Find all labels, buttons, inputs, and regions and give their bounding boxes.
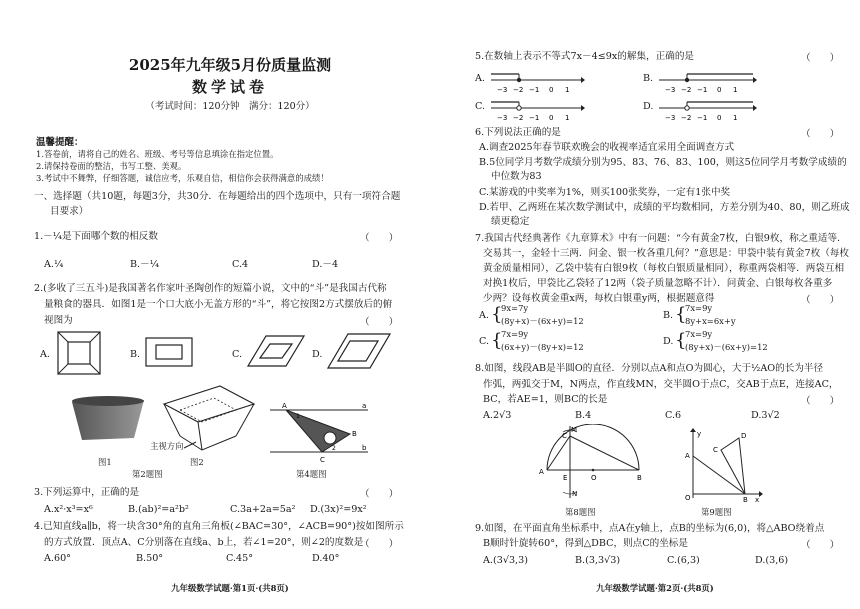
figure-1-label: 图1 [98,457,112,467]
q6-option-b: B.5位同学月考数学成绩分别为95、83、76、83、100，则这5位同学月考数学成绩的 [479,157,847,168]
svg-text:1: 1 [296,413,300,420]
exam-info: （考试时间：120分钟 满分：120分） [145,101,315,112]
svg-text:O: O [591,474,597,482]
q7-option-c: C. [479,336,490,347]
svg-text:−3: −3 [665,114,676,122]
question-7-line: 7.我国古代经典著作《九章算术》中有一问题：“今有黄金7枚，白银9枚，称之重适等． [475,233,847,244]
svg-text:−2: −2 [681,86,692,94]
svg-text:−3: −3 [665,86,676,94]
answer-paren: （ ） [360,539,399,550]
tip-line: 2.请保持卷面的整洁，书写工整、美观。 [36,161,187,171]
answer-paren: （ ） [360,233,399,244]
brace-icon: { [675,330,687,351]
q8-option-c: C.6 [665,410,682,421]
q9-option-c: C.(6,3) [667,555,700,566]
q7-option-d: D. [663,336,674,347]
svg-text:E: E [563,474,568,482]
q7-b-eq1: 7x=9y [685,303,713,313]
answer-paren: （ ） [801,129,840,140]
q7-c-eq2: (6x+y)－(8y+x)=12 [501,342,584,352]
svg-text:1: 1 [565,114,570,122]
q2-option-d-figure [326,332,392,370]
q2-option-d: D. [312,349,323,360]
tip-line: 3.考试中不舞弊，仔细答题，诚信应考，乐观自信，相信你会获得满意的成绩！ [36,173,329,183]
brace-icon: { [491,330,503,351]
q2-option-c-figure [246,334,306,368]
svg-text:A: A [282,402,287,410]
brace-icon: { [491,304,503,325]
svg-text:1: 1 [733,114,738,122]
q1-option-c: C.4 [232,259,249,270]
svg-text:−2: −2 [681,114,692,122]
q4-option-d: D.40° [312,553,340,564]
svg-text:−1: −1 [529,114,540,122]
q7-option-b: B. [663,310,674,321]
svg-text:N: N [572,490,578,498]
q7-d-eq1: 7x=9y [685,329,713,339]
q5-option-c: C. [475,101,486,112]
section1-instruction: 目要求） [50,206,89,217]
q1-option-a: A.¼ [44,259,64,270]
question-5-stem: 5.在数轴上表示不等式7x－4≤9x的解集，正确的是 [475,51,695,62]
answer-paren: （ ） [360,317,399,328]
svg-text:C: C [713,446,718,454]
q9-option-b: B.(3,3√3) [575,555,621,566]
svg-text:C: C [562,432,567,440]
q2-option-b-figure [144,336,194,368]
figure-2-label: 图2 [190,457,204,467]
question-7-line: 对换1枚后，甲袋比乙袋轻了12两（袋子质量忽略不计）．问黄金、白银每枚各重多 [483,278,833,289]
svg-text:A: A [539,468,544,476]
svg-text:D: D [741,432,747,440]
q5-option-d: D. [643,101,654,112]
svg-text:−3: −3 [497,86,508,94]
answer-paren: （ ） [360,489,399,500]
number-line-c [489,96,585,124]
answer-paren: （ ） [801,396,840,407]
svg-text:B: B [743,496,748,502]
svg-text:A: A [685,452,690,460]
q8-option-a: A.2√3 [483,410,512,421]
answer-paren: （ ） [801,540,840,551]
svg-text:1: 1 [565,86,570,94]
question-2-line: 2.(多收了三五斗)是我国著名作家叶圣陶创作的短篇小说，文中的“斗”是我国古代称 [34,283,387,294]
q4-option-a: A.60° [44,553,71,564]
svg-text:B: B [637,474,642,482]
arrow-label: 主视方向 [150,441,184,451]
q9-option-a: A.(3√3,3) [483,555,528,566]
q1-option-b: B.－¼ [130,259,159,270]
svg-text:−1: −1 [697,86,708,94]
question-7-line: 交易其一，金轻十三两．问金、银一枚各重几何？”意思是：甲袋中装有黄金7枚（每枚 [483,248,849,259]
q6-option-b: 中位数为83 [491,171,542,182]
exam-subtitle: 数学试卷 [191,78,268,96]
exam-page-2 [455,0,860,609]
svg-text:0: 0 [549,86,554,94]
svg-text:−1: −1 [529,86,540,94]
section1-instruction: 一、选择题（共10题，每题3分，共30分．在每题给出的四个选项中，只有一项符合题 [34,191,401,202]
page-footer: 九年级数学试题·第2页·(共8页) [596,583,714,593]
question-4-line: 4.已知直线a∥b，将一块含30°角的直角三角板(∠BAC=30°，∠ACB=90°)按如图所示 [34,521,404,532]
svg-text:2: 2 [332,445,336,452]
svg-text:−2: −2 [513,114,524,122]
svg-text:O: O [685,494,691,502]
q6-option-a: A.调查2025年春节联欢晚会的收视率适宜采用全面调查方式 [479,142,735,153]
q4-option-c: C.45° [226,553,254,564]
tips-heading: 温馨提醒： [36,137,84,148]
q5-option-b: B. [643,73,654,84]
question-3-stem: 3.下列运算中，正确的是 [34,487,140,498]
svg-text:−2: −2 [513,86,524,94]
figure-caption: 第9题图 [701,507,732,517]
answer-paren: （ ） [801,295,840,306]
svg-text:y: y [697,430,702,438]
question-9-line: B顺时针旋转60°，得到△DBC，则点C的坐标是 [483,538,688,549]
coordinate-figure [683,428,763,502]
q6-option-d: 绩更稳定 [491,216,530,227]
question-8-line: 8.如图，线段AB是半圆O的直径．分别以点A和点O为圆心，大于½AO的长为半径 [475,363,824,374]
q8-option-b: B.4 [575,410,592,421]
q7-option-a: A. [479,310,489,321]
svg-text:0: 0 [717,86,722,94]
question-7-line: 少两？设每枚黄金重x两，每枚白银重y两，根据题意得 [483,293,715,304]
answer-paren: （ ） [801,53,840,64]
dou-photo [68,392,148,444]
q2-option-a-figure [56,330,102,376]
q7-a-eq1: 9x=7y [501,303,529,313]
q3-option-b: B.(ab)²=a²b² [128,504,189,515]
page-footer: 九年级数学试题·第1页·(共8页) [171,583,289,593]
q8-option-d: D.3√2 [751,410,780,421]
q7-c-eq1: 7x=9y [501,329,529,339]
semicircle-figure [537,424,647,502]
svg-text:0: 0 [717,114,722,122]
figure-caption: 第2题图 [132,469,163,479]
svg-text:b: b [362,444,367,452]
question-8-line: 作弧，两弧交于M，N两点，作直线MN，交半圆O于点C，交AB于点E，连接AC， [483,379,839,390]
question-6-stem: 6.下列说法正确的是 [475,127,561,138]
question-1-stem: 1.－¼是下面哪个数的相反数 [34,231,158,242]
question-2-line: 量粮食的器具．如图1是一个口大底小无盖方形的“斗”，将它按图2方式摆放后的俯 [44,299,393,310]
q3-option-d: D.(3x)²=9x² [310,504,367,515]
svg-text:a: a [362,402,367,410]
exam-title: 2025年九年级5月份质量监测 [128,56,332,74]
q9-option-d: D.(3,6) [755,555,789,566]
question-9-line: 9.如图，在平面直角坐标系中，点A在y轴上，点B的坐标为(6,0)，将△ABO绕着点 [475,523,825,534]
q7-b-eq2: 8y+x=6x+y [685,316,736,326]
question-4-line: 的方式放置．顶点A、C分别落在直线a、b上，若∠1=20°，则∠2的度数是 [44,537,364,548]
number-line-d [657,96,757,124]
figure-caption: 第8题图 [565,507,596,517]
svg-text:x: x [755,496,760,502]
question-7-line: 黄金质量相同），乙袋中装有白银9枚（每枚白银质量相同），称重两袋相等．两袋互相 [483,263,845,274]
q6-option-c: C.某游戏的中奖率为1%，则买100张奖券，一定有1张中奖 [479,187,731,198]
svg-text:−1: −1 [697,114,708,122]
svg-text:1: 1 [733,86,738,94]
svg-text:−3: −3 [497,114,508,122]
q2-option-a: A. [40,349,50,360]
svg-text:M: M [571,426,578,434]
q3-option-a: A.x²·x³=x⁶ [44,504,93,515]
tip-line: 1.答卷前，请将自己的姓名、班级、考号等信息填涂在指定位置。 [36,149,279,159]
triangle-ruler-figure [270,400,370,464]
q5-option-a: A. [475,73,485,84]
svg-text:B: B [352,430,357,438]
q7-a-eq2: (8y+x)－(6x+y)=12 [501,316,584,326]
figure-caption: 第4题图 [296,469,327,479]
q3-option-c: C.3a+2a=5a² [230,504,296,515]
brace-icon: { [675,304,687,325]
svg-text:0: 0 [549,114,554,122]
question-2-line: 视图为 [44,315,73,326]
q2-option-b: B. [130,349,141,360]
q1-option-d: D.－4 [312,259,339,270]
q7-d-eq2: (8y+x)－(6x+y)=12 [685,342,768,352]
svg-text:C: C [320,456,325,464]
number-line-a [489,68,585,96]
q2-option-c: C. [232,349,243,360]
number-line-b [657,68,757,96]
q4-option-b: B.50° [136,553,164,564]
q6-option-d: D.若甲、乙两班在某次数学测试中，成绩的平均数相同，方差分别为40、80，则乙班成 [479,202,850,213]
question-8-line: BC，若AE=1，则BC的长是 [483,394,608,405]
